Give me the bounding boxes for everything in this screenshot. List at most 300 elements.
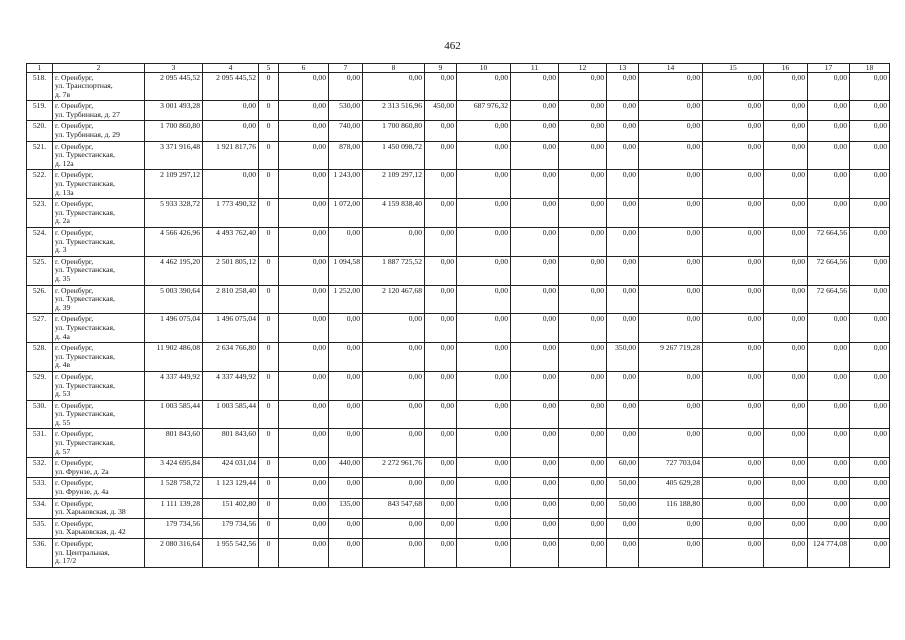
- value-cell: 0,00: [425, 199, 457, 228]
- value-cell: 4 566 426,96: [145, 228, 203, 257]
- value-cell: 0,00: [639, 285, 703, 314]
- value-cell: 0,00: [329, 478, 363, 498]
- value-cell: 0,00: [559, 199, 607, 228]
- value-cell: 0,00: [703, 72, 764, 101]
- value-cell: 4 462 195,20: [145, 256, 203, 285]
- row-number-cell: 524.: [27, 228, 53, 257]
- value-cell: 0,00: [363, 478, 425, 498]
- value-cell: 0,00: [457, 539, 511, 568]
- value-cell: 0,00: [457, 72, 511, 101]
- value-cell: 135,00: [329, 498, 363, 518]
- value-cell: 0,00: [329, 539, 363, 568]
- value-cell: 0,00: [607, 518, 639, 538]
- column-number-cell: 16: [764, 64, 808, 73]
- value-cell: 0,00: [279, 314, 329, 343]
- value-cell: 0,00: [607, 256, 639, 285]
- row-number-cell: 527.: [27, 314, 53, 343]
- value-cell: 0,00: [764, 400, 808, 429]
- table-row: [27, 478, 890, 498]
- address-line: д. 17/2: [55, 556, 77, 566]
- value-cell: 843 547,68: [363, 498, 425, 518]
- value-cell: 72 664,56: [808, 228, 850, 257]
- value-cell: 0,00: [764, 121, 808, 141]
- row-number-cell: 530.: [27, 400, 53, 429]
- column-number-cell: 17: [808, 64, 850, 73]
- value-cell: 0,00: [511, 539, 559, 568]
- value-cell: 0,00: [764, 199, 808, 228]
- row-number-cell: 520.: [27, 121, 53, 141]
- value-cell: 0,00: [457, 314, 511, 343]
- value-cell: 0,00: [764, 228, 808, 257]
- value-cell: 0,00: [607, 371, 639, 400]
- value-cell: 4 337 449,92: [203, 371, 259, 400]
- value-cell: 0,00: [639, 121, 703, 141]
- value-cell: 0,00: [703, 429, 764, 458]
- address-cell: [53, 371, 145, 400]
- value-cell: 0,00: [425, 141, 457, 170]
- value-cell: 0,00: [425, 458, 457, 478]
- value-cell: 0,00: [850, 121, 890, 141]
- table-row: [27, 256, 890, 285]
- value-cell: 0,00: [457, 429, 511, 458]
- column-number-cell: 18: [850, 64, 890, 73]
- address-cell: [53, 121, 145, 141]
- value-cell: 801 843,60: [203, 429, 259, 458]
- value-cell: 0,00: [639, 539, 703, 568]
- value-cell: 0: [259, 285, 279, 314]
- address-cell: [53, 141, 145, 170]
- value-cell: 0,00: [703, 498, 764, 518]
- address-line: г. Оренбург,: [55, 256, 94, 266]
- value-cell: 1 243,00: [329, 170, 363, 199]
- value-cell: 1 955 542,56: [203, 539, 259, 568]
- row-number-cell: 529.: [27, 371, 53, 400]
- value-cell: 0,00: [808, 141, 850, 170]
- value-cell: 0,00: [639, 170, 703, 199]
- address-line: г. Оренбург,: [55, 170, 94, 180]
- address-line: г. Оренбург,: [55, 429, 94, 439]
- value-cell: 5 003 390,64: [145, 285, 203, 314]
- value-cell: 0: [259, 343, 279, 372]
- table-row: [27, 141, 890, 170]
- address-line: д. 35: [55, 273, 71, 283]
- address-line: д. 4в: [55, 360, 71, 370]
- value-cell: 0,00: [850, 400, 890, 429]
- value-cell: 2 109 297,12: [145, 170, 203, 199]
- value-cell: 0,00: [850, 314, 890, 343]
- address-line: г. Оренбург,: [55, 228, 94, 237]
- value-cell: 0,00: [203, 121, 259, 141]
- value-cell: 0,00: [457, 400, 511, 429]
- value-cell: 1 700 860,80: [145, 121, 203, 141]
- value-cell: 0,00: [808, 314, 850, 343]
- table-row: [27, 518, 890, 538]
- value-cell: 0: [259, 429, 279, 458]
- address-line: ул. Туркестанская,: [55, 150, 115, 160]
- value-cell: 0,00: [764, 256, 808, 285]
- value-cell: 0,00: [511, 256, 559, 285]
- value-cell: 0,00: [559, 141, 607, 170]
- value-cell: 0,00: [279, 170, 329, 199]
- address-line: ул. Туркестанская,: [55, 265, 115, 275]
- value-cell: 424 031,04: [203, 458, 259, 478]
- address-line: ул. Фрунзе, д. 4а: [55, 487, 109, 497]
- value-cell: 0,00: [607, 141, 639, 170]
- value-cell: 0,00: [279, 199, 329, 228]
- value-cell: 0,00: [511, 285, 559, 314]
- value-cell: 0,00: [559, 518, 607, 538]
- address-cell: [53, 228, 145, 257]
- value-cell: 5 933 328,72: [145, 199, 203, 228]
- value-cell: 0,00: [607, 72, 639, 101]
- address-line: д. 7в: [55, 89, 71, 99]
- value-cell: 2 272 961,76: [363, 458, 425, 478]
- value-cell: 0,00: [329, 371, 363, 400]
- register-table: [26, 63, 890, 568]
- value-cell: 0,00: [425, 343, 457, 372]
- value-cell: 0,00: [639, 256, 703, 285]
- address-line: д. 2а: [55, 216, 70, 226]
- value-cell: 0,00: [425, 228, 457, 257]
- value-cell: 0: [259, 314, 279, 343]
- value-cell: 124 774,08: [808, 539, 850, 568]
- value-cell: 0,00: [279, 228, 329, 257]
- address-cell: [53, 314, 145, 343]
- value-cell: 0,00: [511, 498, 559, 518]
- column-number-cell: 13: [607, 64, 639, 73]
- value-cell: 0,00: [559, 256, 607, 285]
- value-cell: 0,00: [808, 170, 850, 199]
- value-cell: 0,00: [511, 101, 559, 121]
- column-number-cell: 9: [425, 64, 457, 73]
- value-cell: 0,00: [764, 539, 808, 568]
- value-cell: 0,00: [607, 170, 639, 199]
- value-cell: 0,00: [764, 285, 808, 314]
- value-cell: 2 120 467,68: [363, 285, 425, 314]
- address-line: д. 57: [55, 446, 71, 456]
- value-cell: 0,00: [425, 170, 457, 199]
- value-cell: 0,00: [607, 400, 639, 429]
- value-cell: 0,00: [457, 343, 511, 372]
- value-cell: 0,00: [511, 400, 559, 429]
- value-cell: 450,00: [425, 101, 457, 121]
- value-cell: 0,00: [559, 371, 607, 400]
- value-cell: 2 810 258,40: [203, 285, 259, 314]
- value-cell: 0,00: [559, 498, 607, 518]
- value-cell: 0,00: [850, 539, 890, 568]
- value-cell: 151 402,80: [203, 498, 259, 518]
- column-number-cell: 8: [363, 64, 425, 73]
- address-cell: [53, 256, 145, 285]
- value-cell: 0: [259, 170, 279, 199]
- value-cell: 0,00: [559, 343, 607, 372]
- address-line: г. Оренбург,: [55, 539, 94, 548]
- address-line: ул. Турбинная, д. 29: [55, 130, 120, 140]
- value-cell: 72 664,56: [808, 256, 850, 285]
- value-cell: 1 252,00: [329, 285, 363, 314]
- address-line: ул. Туркестанская,: [55, 236, 115, 246]
- address-cell: [53, 400, 145, 429]
- address-line: ул. Туркестанская,: [55, 294, 115, 304]
- value-cell: 0,00: [850, 371, 890, 400]
- value-cell: 0,00: [850, 458, 890, 478]
- value-cell: 878,00: [329, 141, 363, 170]
- value-cell: 0,00: [559, 101, 607, 121]
- value-cell: 0,00: [425, 498, 457, 518]
- value-cell: 0,00: [511, 170, 559, 199]
- value-cell: 50,00: [607, 498, 639, 518]
- value-cell: 0,00: [203, 101, 259, 121]
- value-cell: 1 450 098,72: [363, 141, 425, 170]
- value-cell: 0,00: [808, 343, 850, 372]
- address-line: ул. Туркестанская,: [55, 179, 115, 189]
- row-number-cell: 532.: [27, 458, 53, 478]
- value-cell: 0,00: [457, 256, 511, 285]
- value-cell: 4 337 449,92: [145, 371, 203, 400]
- row-number-cell: 521.: [27, 141, 53, 170]
- value-cell: 0,00: [607, 199, 639, 228]
- value-cell: 0,00: [607, 314, 639, 343]
- value-cell: 0,00: [457, 498, 511, 518]
- value-cell: 0,00: [511, 478, 559, 498]
- value-cell: 0,00: [425, 314, 457, 343]
- value-cell: 0,00: [329, 228, 363, 257]
- address-line: ул. Туркестанская,: [55, 409, 115, 419]
- value-cell: 0: [259, 72, 279, 101]
- value-cell: 179 734,56: [145, 518, 203, 538]
- address-cell: [53, 72, 145, 101]
- address-cell: [53, 101, 145, 121]
- table-body: [27, 64, 890, 568]
- value-cell: 3 424 695,84: [145, 458, 203, 478]
- value-cell: 350,00: [607, 343, 639, 372]
- value-cell: 0,00: [850, 72, 890, 101]
- value-cell: 1 887 725,52: [363, 256, 425, 285]
- table-row: [27, 228, 890, 257]
- value-cell: 0,00: [279, 343, 329, 372]
- value-cell: 0,00: [703, 121, 764, 141]
- address-cell: [53, 343, 145, 372]
- value-cell: 0,00: [425, 429, 457, 458]
- value-cell: 0,00: [764, 498, 808, 518]
- value-cell: 0,00: [639, 400, 703, 429]
- value-cell: 0,00: [703, 228, 764, 257]
- value-cell: 1 003 585,44: [203, 400, 259, 429]
- address-cell: [53, 458, 145, 478]
- value-cell: 0,00: [808, 458, 850, 478]
- address-line: д. 55: [55, 417, 71, 427]
- value-cell: 1 094,58: [329, 256, 363, 285]
- value-cell: 1 528 758,72: [145, 478, 203, 498]
- table-row: [27, 539, 890, 568]
- value-cell: 0,00: [607, 429, 639, 458]
- address-cell: [53, 498, 145, 518]
- value-cell: 0,00: [279, 429, 329, 458]
- table-row: [27, 314, 890, 343]
- value-cell: 1 921 817,76: [203, 141, 259, 170]
- address-line: г. Оренбург,: [55, 72, 94, 82]
- value-cell: 0,00: [764, 170, 808, 199]
- value-cell: 0,00: [764, 314, 808, 343]
- address-line: г. Оренбург,: [55, 314, 94, 324]
- value-cell: 0,00: [764, 478, 808, 498]
- value-cell: 0,00: [457, 285, 511, 314]
- address-line: г. Оренбург,: [55, 199, 94, 209]
- value-cell: 0,00: [363, 371, 425, 400]
- value-cell: 0,00: [279, 256, 329, 285]
- table-row: [27, 72, 890, 101]
- value-cell: 0,00: [511, 228, 559, 257]
- value-cell: 0,00: [639, 371, 703, 400]
- address-line: ул. Харьковская, д. 42: [55, 527, 126, 537]
- value-cell: 0,00: [457, 518, 511, 538]
- value-cell: 0,00: [639, 101, 703, 121]
- value-cell: 0,00: [639, 518, 703, 538]
- value-cell: 0,00: [425, 478, 457, 498]
- value-cell: 0,00: [559, 429, 607, 458]
- value-cell: 0: [259, 101, 279, 121]
- value-cell: 0,00: [607, 228, 639, 257]
- value-cell: 0,00: [511, 121, 559, 141]
- value-cell: 0,00: [850, 498, 890, 518]
- row-number-cell: 535.: [27, 518, 53, 538]
- address-line: д. 4а: [55, 331, 70, 341]
- page-number: 462: [444, 40, 461, 52]
- value-cell: 0,00: [279, 478, 329, 498]
- value-cell: 0,00: [850, 256, 890, 285]
- value-cell: 0,00: [808, 72, 850, 101]
- value-cell: 0,00: [511, 141, 559, 170]
- address-cell: [53, 518, 145, 538]
- value-cell: 0: [259, 228, 279, 257]
- value-cell: 0,00: [511, 72, 559, 101]
- value-cell: 440,00: [329, 458, 363, 478]
- value-cell: 0,00: [279, 121, 329, 141]
- address-line: г. Оренбург,: [55, 101, 94, 111]
- value-cell: 0,00: [850, 478, 890, 498]
- value-cell: 0,00: [559, 478, 607, 498]
- value-cell: 0: [259, 518, 279, 538]
- row-number-cell: 531.: [27, 429, 53, 458]
- value-cell: 0,00: [764, 371, 808, 400]
- value-cell: 0,00: [764, 101, 808, 121]
- value-cell: 0,00: [279, 400, 329, 429]
- value-cell: 0,00: [703, 518, 764, 538]
- table-row: [27, 343, 890, 372]
- value-cell: 405 629,28: [639, 478, 703, 498]
- value-cell: 0,00: [363, 539, 425, 568]
- address-line: ул. Туркестанская,: [55, 322, 115, 332]
- value-cell: 0: [259, 478, 279, 498]
- value-cell: 0,00: [559, 170, 607, 199]
- value-cell: 0,00: [607, 121, 639, 141]
- value-cell: 0,00: [457, 170, 511, 199]
- value-cell: 0,00: [363, 343, 425, 372]
- column-number-cell: 15: [703, 64, 764, 73]
- value-cell: 0,00: [363, 72, 425, 101]
- value-cell: 1 700 860,80: [363, 121, 425, 141]
- value-cell: 0,00: [457, 478, 511, 498]
- value-cell: 0,00: [425, 121, 457, 141]
- value-cell: 0,00: [639, 228, 703, 257]
- column-number-cell: 6: [279, 64, 329, 73]
- value-cell: 0,00: [808, 101, 850, 121]
- value-cell: 9 267 719,28: [639, 343, 703, 372]
- row-number-cell: 534.: [27, 498, 53, 518]
- value-cell: 0,00: [703, 539, 764, 568]
- value-cell: 0,00: [457, 121, 511, 141]
- address-line: г. Оренбург,: [55, 343, 94, 353]
- value-cell: 0,00: [425, 518, 457, 538]
- value-cell: 0,00: [764, 141, 808, 170]
- value-cell: 0,00: [850, 199, 890, 228]
- column-number-cell: 11: [511, 64, 559, 73]
- value-cell: 0,00: [425, 72, 457, 101]
- address-line: г. Оренбург,: [55, 285, 94, 295]
- value-cell: 0,00: [457, 199, 511, 228]
- value-cell: 0,00: [850, 141, 890, 170]
- value-cell: 0,00: [639, 199, 703, 228]
- value-cell: 1 111 139,28: [145, 498, 203, 518]
- column-number-cell: 10: [457, 64, 511, 73]
- value-cell: 0,00: [850, 285, 890, 314]
- value-cell: 0,00: [808, 371, 850, 400]
- value-cell: 2 313 516,96: [363, 101, 425, 121]
- value-cell: 0,00: [425, 371, 457, 400]
- value-cell: 0,00: [329, 343, 363, 372]
- value-cell: 2 095 445,52: [145, 72, 203, 101]
- value-cell: 0,00: [511, 429, 559, 458]
- value-cell: 3 001 493,28: [145, 101, 203, 121]
- value-cell: 1 072,00: [329, 199, 363, 228]
- address-line: ул. Туркестанская,: [55, 351, 115, 361]
- value-cell: 0,00: [808, 478, 850, 498]
- value-cell: 0,00: [764, 429, 808, 458]
- value-cell: 0,00: [808, 199, 850, 228]
- address-line: г. Оренбург,: [55, 478, 94, 488]
- value-cell: 0,00: [457, 371, 511, 400]
- value-cell: 0,00: [850, 228, 890, 257]
- value-cell: 0,00: [703, 314, 764, 343]
- row-number-cell: 536.: [27, 539, 53, 568]
- value-cell: 0,00: [808, 518, 850, 538]
- value-cell: 2 501 805,12: [203, 256, 259, 285]
- value-cell: 0,00: [607, 285, 639, 314]
- column-number-cell: 5: [259, 64, 279, 73]
- value-cell: 0,00: [639, 141, 703, 170]
- address-line: г. Оренбург,: [55, 498, 94, 508]
- value-cell: 0,00: [764, 343, 808, 372]
- address-line: д. 39: [55, 302, 71, 312]
- value-cell: 0: [259, 498, 279, 518]
- value-cell: 0,00: [425, 539, 457, 568]
- value-cell: 801 843,60: [145, 429, 203, 458]
- value-cell: 3 371 916,48: [145, 141, 203, 170]
- value-cell: 530,00: [329, 101, 363, 121]
- value-cell: 0,00: [850, 101, 890, 121]
- value-cell: 0,00: [703, 458, 764, 478]
- value-cell: 0,00: [703, 141, 764, 170]
- value-cell: 116 188,80: [639, 498, 703, 518]
- address-line: ул. Харьковская, д. 38: [55, 507, 126, 517]
- value-cell: 0,00: [425, 400, 457, 429]
- value-cell: 0,00: [703, 285, 764, 314]
- value-cell: 0,00: [363, 400, 425, 429]
- address-cell: [53, 170, 145, 199]
- value-cell: 4 159 838,40: [363, 199, 425, 228]
- value-cell: 0,00: [329, 429, 363, 458]
- column-number-cell: 3: [145, 64, 203, 73]
